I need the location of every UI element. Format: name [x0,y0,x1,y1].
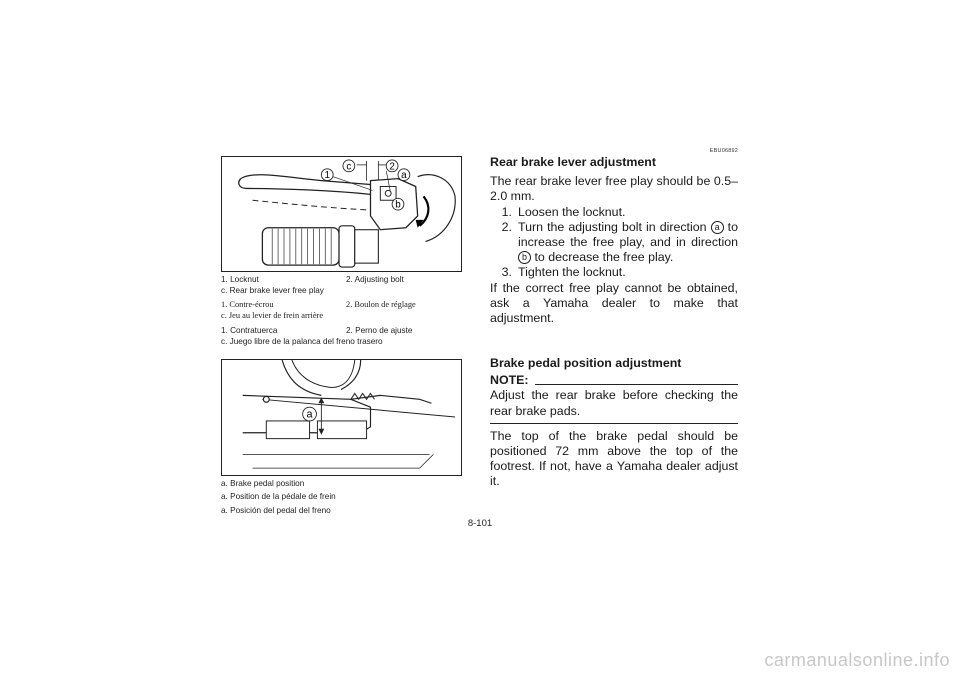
caption-item: c. Rear brake lever free play [221,285,324,295]
note-label: NOTE: [490,373,529,388]
step-2 [490,220,738,266]
figure2-caption-fr: a. Position de la pédale de frein [221,492,336,501]
section-body: The top of the brake pedal should be positioned 72 mm above the top of the footrest. If not, have a Yamaha dealer adjust it. [490,428,738,489]
note-header [490,373,738,388]
caption-item: 2. Boulon de réglage [346,300,416,309]
svg-text:a: a [306,408,313,421]
step-1 [490,205,738,220]
step-number: 3. [501,265,512,280]
caption-item: 1. Locknut [221,275,259,284]
svg-text:c: c [346,161,352,173]
svg-text:b: b [395,199,401,211]
direction-b-mark: b [518,251,531,264]
step-text: Tighten the locknut. [518,265,626,280]
section-heading: Rear brake lever adjustment [490,155,656,169]
label-c [343,160,355,172]
direction-a-mark: a [711,221,724,234]
brake-lever-illustration [221,156,462,272]
step-text: Turn the adjusting bolt in direction a to increase the free play, and in direction b to decrease the free play. [518,219,739,265]
figure1-caption-es [221,326,466,347]
section-outro: If the correct free play cannot be obtained, ask a Yamaha dealer to make that adjustment. [490,280,738,326]
note-text: Adjust the rear brake before checking the rear brake pads. [490,388,738,418]
figure2-caption-en: a. Brake pedal position [221,479,305,488]
step-text: Loosen the locknut. [518,204,626,219]
svg-text:a: a [401,170,407,182]
caption-item: 2. Adjusting bolt [346,275,404,284]
label-2 [386,160,398,172]
step-number: 2. [501,219,512,234]
page-number: 8-101 [467,518,493,529]
section-heading: Brake pedal position adjustment [490,356,682,370]
brake-pedal-illustration [221,359,462,476]
caption-item: 1. Contratuerca [221,326,278,335]
label-b [392,198,404,210]
label-a [303,407,317,421]
caption-item: 2. Perno de ajuste [346,326,413,335]
step-number: 1. [501,204,512,219]
caption-item: c. Jeu au levier de frein arrière [221,310,324,320]
label-1 [321,169,333,181]
step-3 [490,265,738,280]
note-divider [535,384,738,385]
label-a [398,169,410,181]
figure1-caption-fr [221,300,466,321]
note-end-divider [490,423,738,424]
caption-item: c. Juego libre de la palanca del freno trasero [221,336,383,346]
section-intro: The rear brake lever free play should be 0.5–2.0 mm. [490,174,738,204]
caption-item: 1. Contre-écrou [221,300,274,309]
watermark: carmanualsonline.info [764,650,950,670]
svg-text:1: 1 [324,170,330,182]
section-code: EBU06892 [709,148,738,154]
rear-brake-lever-section [490,155,738,326]
figure1-caption-en [221,275,466,296]
svg-text:2: 2 [389,161,395,173]
brake-pedal-drawing [222,360,461,475]
brake-lever-drawing [222,157,461,271]
brake-pedal-section [490,356,738,490]
figure2-caption-es: a. Posición del pedal del freno [221,506,331,515]
